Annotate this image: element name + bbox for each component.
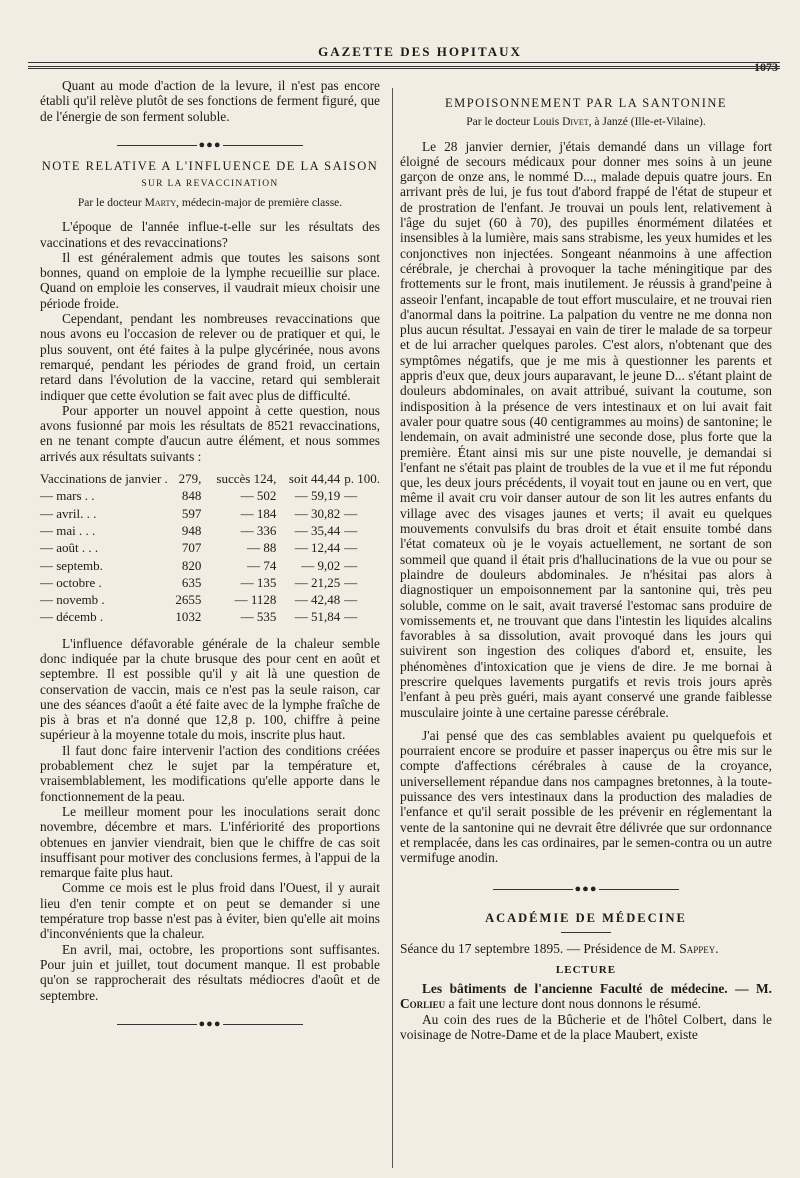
paragraph: Cependant, pendant les nombreuses revaccinations que nous avons eu l'occasion de relever ou de pratiquer et qui, le plus souvent, ont été faites à la pulpe glycérinée, nous avons remarqué, pendant les périodes de grand froid, un certain retard dans l'évolution de la vaccine, retard qui semblerait indiquer que cette évolution se fait avec plus de difficulté.: [40, 311, 380, 403]
lecture-paragraph: [400, 981, 772, 1012]
table-row: [40, 522, 380, 539]
percent-cell: — 21,25: [294, 574, 341, 590]
byline-suffix: , à Janzé (Ille-et-Vilaine).: [588, 116, 706, 129]
success-cell: — 135: [240, 574, 277, 590]
paragraph: Comme ce mois est le plus froid dans l'Ouest, il y aurait lieu d'en tenir compte et on peut se demander si une température trop basse n'est pas à éviter, bien qu'elle ait moins d'inconvénients que la chaleur.: [40, 880, 380, 942]
suffix-cell: —: [344, 609, 358, 625]
percent-cell: — 59,19: [294, 488, 341, 504]
suffix-cell: —: [344, 488, 358, 504]
lecture-title: Les bâtiments de l'ancienne Faculté de médecine. —: [422, 980, 749, 996]
paragraph: J'ai pensé que des cas semblables avaient pu quelquefois et pourraient encore se produire et passer inaperçus ou être mis sur le compte d'affections cérébrales à cause de la croyance, universellement répandue dans nos campagnes bretonnes, à la toute-puissance des vers intestinaux dans la production des maladies de l'enfance et qu'il serait possible de les prévenir en réglementant la vente de la santonine qui ne devrait être délivrée que sur ordonnance et remplacée, dans les cas ordinaires, par le semen-contra ou un autre vermifuge anodin.: [400, 727, 772, 866]
journal-title: GAZETTE DES HOPITAUX: [318, 44, 522, 59]
total-cell: 820: [181, 557, 202, 573]
header-rule-double: [28, 66, 780, 69]
table-row: [40, 591, 380, 608]
session-end: .: [715, 941, 719, 957]
month-label: — novemb .: [40, 592, 105, 608]
byline-author: Marty: [144, 196, 177, 209]
paragraph: Il est généralement admis que toutes les saisons sont bonnes, quand on emploie de la lymphe recueillie sur place. Quand on emploie les conserves, il vaudrait mieux choisir une période froide.: [40, 249, 380, 311]
table-row: [40, 539, 380, 556]
success-cell: — 184: [240, 505, 277, 521]
total-cell: 279,: [178, 471, 202, 487]
month-label: — mars . .: [40, 488, 95, 504]
suffix-cell: —: [344, 505, 358, 521]
byline-prefix: Par le docteur Louis: [466, 116, 560, 129]
article-title: EMPOISONNEMENT PAR LA SANTONINE: [444, 96, 728, 110]
paragraph: Le 28 janvier dernier, j'étais demandé dans un village fort éloigné de secours médicaux pour donner mes soins à un jeune garçon de onze ans, le nommé D..., malade depuis quatre jours. En arrivant près de lui, je fus tout d'abord frappé de l'état de stupeur et de prostration de l'enfant. Je trouvai un pouls lent, relativement à l'âge du sujet (60 à 70), des pupilles énormément dilatées et insensibles à la lumière, mais sans strabisme, les yeux humides et les conjonctives non injectées. Songeant néanmoins à une affection cérébrale, je cherchai à provoquer la tache méningitique par des frottements sur le front, mais inutilement. Je réussis à grand'peine à asseoir l'enfant, incapable de tout effort musculaire, et ne trouvai rien d'anormal dans la poitrine. La palpation du ventre ne me donna non plus aucun résultat. J'essayai en vain de tirer le malade de sa torpeur et de lui arracher quelques paroles. C'est alors, n'obtenant que des symptômes négatifs, que je me mis à questionner les parents et appris d'eux que, deux jours auparavant, le jeune D... s'étant plaint de douleurs abdominales, on avait attribué, suivant la coutume, son indisposition à la présence de vers intestinaux et on lui avait fait avaler pour quatre sous (40 centigrammes au moins) de santonine; le lendemain, on avait administré une seconde dose, plus forte que la première. Étant ainsi mis sur une piste nouvelle, je demandai si l'enfant ne s'était pas plaint de troubles de la vue et il me fut répondu que, les deux jours précédents, il voyait tout en jaune ou en vert, que même il avait cru voir danser autour de son lit les autres enfants du village avec des visages jaunes et verts; il avait eu quelques mouvements convulsifs du bras droit et était ensuite tombé dans l'état comateux où je le voyais actuellement, ne sortant de son sommeil que quand il était pris d'hallucinations de la vue ou pour se plaindre de douleurs abdominales. Je n'hésitai pas alors à diagnostiquer un empoisonnement par la santonine qui, très peu soluble, comme on le sait, avait traversé l'estomac sans produire de vomissements et, ne trouvant que dans l'intestin les liquides alcalins favorables à sa dissolution, avait provoqué dans les jours qui suivirent son ingestion des coliques d'abord et, ensuite, les phénomènes d'intoxication que je viens de dire. Je me bornai à prescrire quelques lavements purgatifs et revis trois jours après l'enfant à peu près guéri, mais ayant conservé une grande faiblesse musculaire jointe à une certaine paresse cérébrale.: [400, 138, 772, 720]
month-label: — septemb.: [40, 557, 103, 573]
ornament-divider: ●●●: [400, 882, 772, 897]
lecture-heading: LECTURE: [555, 963, 617, 976]
suffix-cell: —: [344, 592, 358, 608]
total-cell: 597: [181, 505, 202, 521]
paragraph: Il faut donc faire intervenir l'action des conditions créées probablement chez le sujet par la température et, vraisemblablement, les modifications qu'elle apporte dans le fonctionnement de la peau.: [40, 742, 380, 804]
article-byline: [400, 115, 772, 130]
byline-suffix: , médecin-major de première classe.: [176, 196, 343, 209]
lecture-text: a fait une lecture dont nous donnons le résumé.: [445, 996, 702, 1012]
ornament-divider: ●●●: [40, 1017, 380, 1032]
success-cell: — 1128: [234, 592, 277, 608]
paragraph: Le meilleur moment pour les inoculations serait donc novembre, décembre et mars. L'infériorité des proportions obtenues en janvier viendrait, bien que le chiffre de cas soit insuffisant pour motiver des conclusions fermes, à l'appui de la remarque faite plus haut.: [40, 803, 380, 881]
header-rule-top: [28, 62, 780, 63]
total-cell: 635: [181, 574, 202, 590]
month-label: — avril. . .: [40, 505, 97, 521]
paragraph: En avril, mai, octobre, les proportions sont suffisantes. Pour juin et juillet, tout document manque. Il est probable qu'on se rapprocherait des résultats médiocres d'août et de septembre.: [40, 941, 380, 1003]
month-label: — août . . .: [40, 540, 99, 556]
intro-paragraph: Quant au mode d'action de la levure, il n'est pas encore établi qu'il relève plutôt de ses fonctions de ferment figuré, que de l'énergie de son ferment soluble.: [40, 78, 380, 124]
article-title: NOTE RELATIVE A L'INFLUENCE DE LA SAISON: [41, 159, 379, 174]
percent-cell: — 51,84: [294, 609, 341, 625]
table-row: [40, 557, 380, 574]
ornament-divider: ●●●: [40, 138, 380, 153]
paragraph: L'influence défavorable générale de la chaleur semble donc indiquée par la chute brusque des pour cent en août et septembre. Il est possible qu'il y ait là une question de conservation de vaccin, mais ce n'est pas la seule raison, car une des séances d'août a été faite avec de la lymphe fraîche de pis à bras et n'a donné que 12,8 p. 100, chiffre à peine supérieur à la moyenne totale du mois, inscrite plus haut.: [40, 635, 380, 743]
left-column: [40, 78, 380, 1038]
suffix-cell: p. 100.: [344, 471, 380, 487]
article-subtitle: SUR LA REVACCINATION: [141, 178, 279, 189]
percent-cell: — 35,44: [294, 522, 341, 538]
column-divider: [392, 88, 393, 1168]
percent-cell: — 12,44: [294, 540, 341, 556]
small-rule: [561, 932, 611, 933]
success-cell: — 502: [240, 488, 277, 504]
suffix-cell: —: [344, 540, 358, 556]
table-row: [40, 608, 380, 625]
success-cell: — 535: [240, 609, 277, 625]
month-label: — mai . . .: [40, 522, 96, 538]
session-president: Sappey: [679, 941, 716, 957]
month-label: — octobre .: [40, 574, 102, 590]
month-label: Vaccinations de janvier .: [40, 471, 168, 487]
suffix-cell: —: [344, 522, 358, 538]
right-column: [400, 92, 772, 1042]
month-label: — décemb .: [40, 609, 104, 625]
total-cell: 1032: [175, 609, 202, 625]
percent-cell: — 9,02: [301, 557, 341, 573]
success-cell: — 88: [247, 540, 277, 556]
success-cell: — 336: [240, 522, 277, 538]
byline-prefix: Par le docteur: [77, 196, 142, 209]
table-row: [40, 505, 380, 522]
suffix-cell: —: [344, 574, 358, 590]
table-row: [40, 574, 380, 591]
lecture-author: M. Corlieu: [400, 980, 772, 1012]
session-line: [400, 941, 772, 956]
total-cell: 707: [181, 540, 202, 556]
percent-cell: — 30,82: [294, 505, 341, 521]
total-cell: 848: [181, 488, 202, 504]
success-cell: succès 124,: [216, 471, 277, 487]
percent-cell: — 42,48: [294, 592, 341, 608]
paragraph: Au coin des rues de la Bûcherie et de l'hôtel Colbert, dans le voisinage de Notre-Dame et de la place Maubert, existe: [400, 1011, 772, 1042]
vaccination-table: [40, 470, 380, 626]
suffix-cell: —: [344, 557, 358, 573]
page-number: 1073: [754, 60, 778, 74]
total-cell: 2655: [175, 592, 202, 608]
percent-cell: soit 44,44: [288, 471, 341, 487]
academy-title: ACADÉMIE DE MÉDECINE: [485, 911, 687, 926]
article-byline: [40, 196, 380, 211]
table-row: [40, 470, 380, 487]
byline-author: Divet: [562, 116, 589, 129]
total-cell: 948: [181, 522, 202, 538]
paragraph: Pour apporter un nouvel appoint à cette question, nous avons fusionné par mois les résultats de 8521 revaccinations, en ne tenant compte d'aucun autre élément, et nous sommes arrivés aux résultats suivants :: [40, 402, 380, 464]
success-cell: — 74: [247, 557, 277, 573]
paragraph: L'époque de l'année influe-t-elle sur les résultats des vaccinations et des revaccinations?: [40, 219, 380, 250]
session-prefix: Séance du 17 septembre 1895. — Présidence de M.: [400, 941, 676, 957]
table-row: [40, 487, 380, 504]
